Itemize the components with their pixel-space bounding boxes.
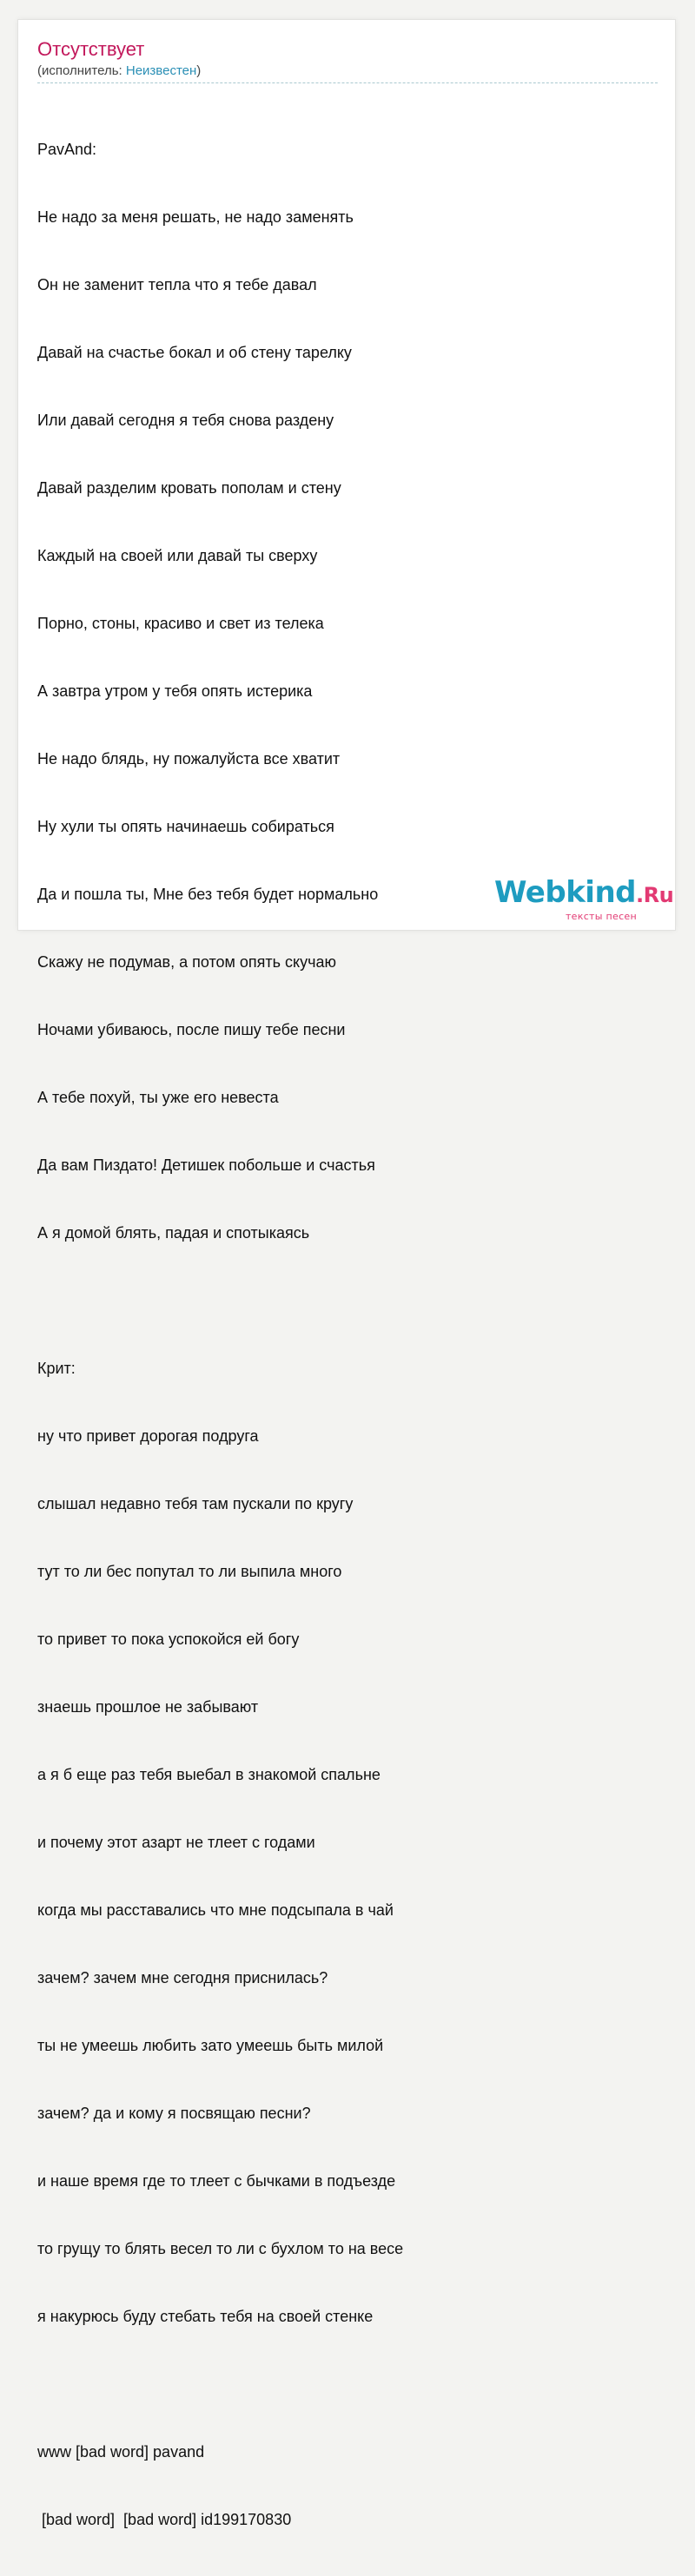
lyric-line: Каждый на своей или давай ты сверху xyxy=(37,547,318,564)
lyric-line: Да и пошла ты, Мне без тебя будет нормально xyxy=(37,886,379,903)
webkind-logo[interactable] xyxy=(494,875,674,922)
artist-meta-prefix: (исполнитель: xyxy=(37,63,126,78)
lyrics-body xyxy=(37,93,403,2576)
lyric-line: А завтра утром у тебя опять истерика xyxy=(37,682,313,700)
lyric-line: Не надо за меня решать, не надо заменять xyxy=(37,208,354,226)
lyric-line: Скажу не подумав, а потом опять скучаю xyxy=(37,953,336,971)
stanza-gap xyxy=(37,2373,403,2395)
lyric-line: Ну хули ты опять начинаешь собираться xyxy=(37,818,334,835)
lyric-line: Да вам Пиздато! Детишек побольше и счастья xyxy=(37,1156,375,1174)
lyric-line: зачем? зачем мне сегодня приснилась? xyxy=(37,1969,328,1986)
lyric-line: ты не умеешь любить зато умеешь быть милой xyxy=(37,2037,384,2054)
lyric-line: Или давай сегодня я тебя снова раздену xyxy=(37,412,334,429)
lyric-line: а я б еще раз тебя выебал в знакомой спальне xyxy=(37,1766,381,1783)
lyric-line: Давай разделим кровать пополам и стену xyxy=(37,479,341,497)
lyrics-card xyxy=(17,19,676,2528)
artist-meta-suffix: ) xyxy=(196,63,202,78)
lyric-line: слышал недавно тебя там пускали по кругу xyxy=(37,1495,354,1512)
lyric-line: и наше время где то тлеет с бычками в подъезде xyxy=(37,2172,396,2190)
lyric-line: ну что привет дорогая подруга xyxy=(37,1427,259,1445)
lyric-line: то привет то пока успокойся ей богу xyxy=(37,1631,300,1648)
lyric-line: Крит: xyxy=(37,1360,76,1377)
lyric-line: когда мы расставались что мне подсыпала в чай xyxy=(37,1901,394,1919)
lyric-line: и почему этот азарт не тлеет с годами xyxy=(37,1834,315,1851)
lyric-line: Ночами убиваюсь, после пишу тебе песни xyxy=(37,1021,346,1038)
lyric-line: зачем? да и кому я посвящаю песни? xyxy=(37,2105,311,2122)
lyric-line: Давай на счастье бокал и об стену тарелку xyxy=(37,344,352,361)
lyric-line: то грущу то блять весел то ли с бухлом то на весе xyxy=(37,2240,404,2257)
dashed-divider xyxy=(37,82,658,83)
logo-tagline: тексты песен xyxy=(565,911,637,922)
lyric-line: А тебе похуй, ты уже его невеста xyxy=(37,1089,279,1106)
lyric-footer-line: www [bad word] pavand xyxy=(37,2443,205,2461)
logo-brand: Webkind xyxy=(494,875,636,910)
lyric-line: я накурюсь буду стебать тебя на своей стенке xyxy=(37,2308,374,2325)
lyric-line: Не надо блядь, ну пожалуйста все хватит xyxy=(37,750,341,768)
artist-meta xyxy=(37,63,201,79)
lyric-line: А я домой блять, падая и спотыкаясь xyxy=(37,1224,310,1242)
stanza-gap xyxy=(37,1289,403,1312)
logo-wordmark xyxy=(494,875,674,912)
lyric-line: PavAnd: xyxy=(37,141,97,158)
lyric-line: Он не заменит тепла что я тебе давал xyxy=(37,276,317,293)
song-title: Отсутствует xyxy=(37,38,145,60)
lyric-line: Порно, стоны, красиво и свет из телека xyxy=(37,615,324,632)
logo-tld: .Ru xyxy=(636,883,674,907)
lyric-footer-line: [bad word] [bad word] id199170830 xyxy=(37,2511,292,2528)
lyric-line: знаешь прошлое не забывают xyxy=(37,1698,259,1716)
lyric-line: тут то ли бес попутал то ли выпила много xyxy=(37,1563,342,1580)
artist-link[interactable]: Неизвестен xyxy=(125,63,197,78)
